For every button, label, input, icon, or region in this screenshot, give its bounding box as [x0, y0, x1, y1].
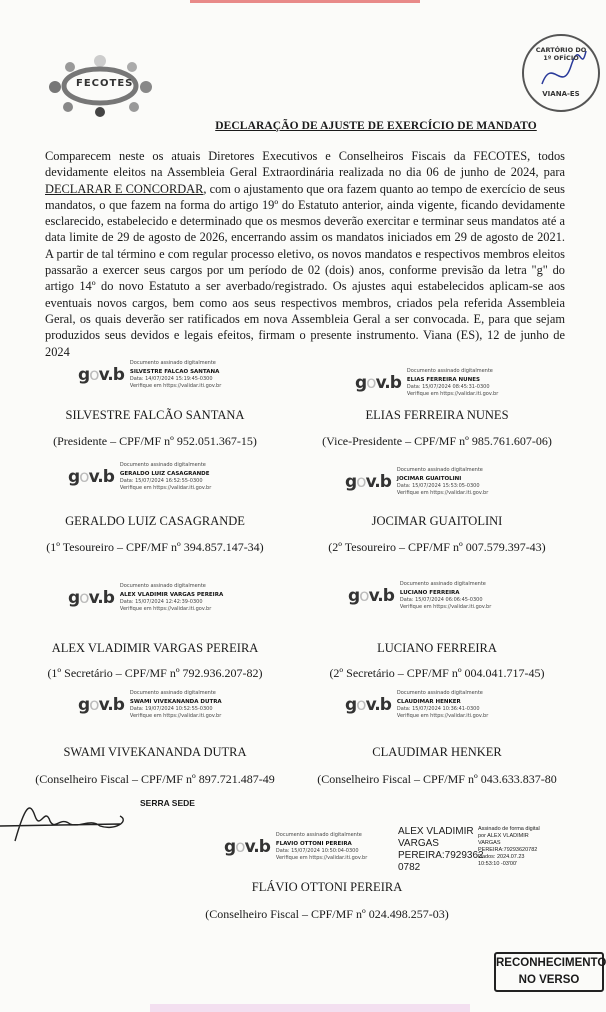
- govbr-header: Documento assinado digitalmente: [119, 583, 206, 589]
- govbr-signer: CLAUDIMAR HENKER: [396, 699, 461, 705]
- govbr-logo: [348, 586, 394, 606]
- govbr-logo-vb: v.b: [365, 695, 391, 715]
- signer-role: (1º Tesoureiro – CPF/MF nº 394.857.147-34): [46, 540, 264, 554]
- govbr-signature-block: [68, 462, 211, 492]
- govbr-header: Documento assinado digitalmente: [396, 467, 483, 473]
- govbr-header: Documento assinado digitalmente: [406, 368, 493, 374]
- sig-detail: Dados: 2024.07.23: [478, 854, 525, 860]
- govbr-logo-g: g: [68, 588, 80, 608]
- signer-role: (Conselheiro Fiscal – CPF/MF nº 897.721.487-49: [35, 772, 275, 786]
- serra-sede-stamp: SERRA SEDE: [140, 798, 195, 808]
- govbr-header: Documento assinado digitalmente: [129, 690, 216, 696]
- govbr-signer: LUCIANO FERREIRA: [399, 590, 460, 596]
- govbr-info: [400, 581, 491, 611]
- alex-digital-signature: [398, 826, 548, 874]
- govbr-verify-link: Verifique em https://validar.iti.gov.br: [396, 490, 489, 496]
- signer-name: SILVESTRE FALCÃO SANTANA: [65, 408, 245, 422]
- govbr-date: Data: 15/07/2024 10:36:41-0300: [396, 706, 480, 712]
- govbr-signature-block: [78, 690, 222, 720]
- recognition-line2: NO VERSO: [518, 974, 580, 986]
- govbr-logo: [68, 588, 114, 608]
- document-title: DECLARAÇÃO DE AJUSTE DE EXERCÍCIO DE MANDATO: [215, 120, 537, 132]
- handwritten-signature: [0, 796, 140, 846]
- govbr-signature-block: [345, 467, 488, 497]
- govbr-verify-link: Verifique em https://validar.iti.gov.br: [396, 713, 489, 719]
- govbr-info: [120, 462, 211, 492]
- govbr-header: Documento assinado digitalmente: [275, 832, 362, 838]
- govbr-date: Data: 15/07/2024 08:45:31-0300: [406, 384, 490, 390]
- govbr-verify-link: Verifique em https://validar.iti.gov.br: [399, 604, 492, 610]
- govbr-logo-o: o: [359, 586, 369, 606]
- govbr-header: Documento assinado digitalmente: [396, 690, 483, 696]
- signer-role: (2º Tesoureiro – CPF/MF nº 007.579.397-43): [328, 540, 546, 554]
- signer-role: (Conselheiro Fiscal – CPF/MF nº 043.633.837-80: [317, 772, 557, 786]
- sig-line: ALEX VLADIMIR: [398, 826, 474, 837]
- govbr-verify-link: Verifique em https://validar.iti.gov.br: [406, 391, 499, 397]
- govbr-logo-vb: v.b: [368, 586, 394, 606]
- govbr-logo-g: g: [78, 365, 90, 385]
- govbr-verify-link: Verifique em https://validar.iti.gov.br: [119, 485, 212, 491]
- govbr-date: Data: 15/07/2024 16:52:55-0300: [119, 478, 203, 484]
- govbr-verify-link: Verifique em https://validar.iti.gov.br: [275, 855, 368, 861]
- govbr-verify-link: Verifique em https://validar.iti.gov.br: [129, 383, 222, 389]
- govbr-logo-vb: v.b: [88, 588, 114, 608]
- sig-line: 0782: [398, 862, 421, 873]
- govbr-logo-g: g: [224, 837, 236, 857]
- govbr-signer: FLAVIO OTTONI PEREIRA: [275, 841, 352, 847]
- signer-name: FLÁVIO OTTONI PEREIRA: [251, 880, 403, 894]
- govbr-signer: ELIAS FERREIRA NUNES: [406, 377, 480, 383]
- govbr-logo: [78, 695, 124, 715]
- govbr-signature-block: [355, 368, 498, 398]
- govbr-logo-o: o: [366, 373, 376, 393]
- body-emphasis: DECLARAR E CONCORDAR: [45, 181, 204, 196]
- sig-detail: 10:53:10 -03'00': [478, 861, 518, 867]
- recognition-line1: RECONHECIMENTO: [496, 957, 606, 969]
- sig-line: VARGAS: [398, 838, 439, 849]
- govbr-logo: [68, 467, 114, 487]
- govbr-signature-block: [224, 832, 367, 862]
- signer-role: (Conselheiro Fiscal – CPF/MF nº 024.498.257-03): [205, 907, 449, 921]
- govbr-logo: [355, 373, 401, 393]
- govbr-info: [120, 583, 223, 613]
- signer-role: (Vice-Presidente – CPF/MF nº 985.761.607-06): [322, 434, 552, 448]
- govbr-signer: SWAMI VIVEKANANDA DUTRA: [129, 699, 222, 705]
- govbr-logo-g: g: [68, 467, 80, 487]
- govbr-info: [276, 832, 367, 862]
- sig-line: PEREIRA:7929362: [398, 850, 484, 861]
- govbr-logo: [345, 472, 391, 492]
- signer-name: CLAUDIMAR HENKER: [372, 745, 502, 759]
- govbr-header: Documento assinado digitalmente: [399, 581, 486, 587]
- govbr-logo-o: o: [89, 695, 99, 715]
- govbr-logo-o: o: [79, 588, 89, 608]
- signer-name: ALEX VLADIMIR VARGAS PEREIRA: [51, 641, 259, 655]
- govbr-info: [130, 690, 222, 720]
- govbr-signature-block: [78, 360, 221, 390]
- govbr-logo-g: g: [355, 373, 367, 393]
- govbr-logo-vb: v.b: [244, 837, 270, 857]
- govbr-logo-g: g: [348, 586, 360, 606]
- govbr-logo-o: o: [235, 837, 245, 857]
- govbr-header: Documento assinado digitalmente: [129, 360, 216, 366]
- sig-detail: PEREIRA:79293620782: [478, 847, 538, 853]
- govbr-info: [397, 467, 488, 497]
- govbr-logo: [224, 837, 270, 857]
- signer-name: SWAMI VIVEKANANDA DUTRA: [63, 745, 247, 759]
- govbr-date: Data: 19/07/2024 10:52:55-0300: [129, 706, 213, 712]
- govbr-logo-g: g: [345, 472, 357, 492]
- govbr-signer: JOCIMAR GUAITOLINI: [396, 476, 462, 482]
- declaration-body: [45, 148, 565, 360]
- govbr-signer: ALEX VLADIMIR VARGAS PEREIRA: [119, 592, 224, 598]
- govbr-verify-link: Verifique em https://validar.iti.gov.br: [129, 713, 222, 719]
- govbr-logo-o: o: [89, 365, 99, 385]
- signer-name: LUCIANO FERREIRA: [377, 641, 497, 655]
- govbr-logo-o: o: [356, 472, 366, 492]
- digital-signature-details: [478, 826, 548, 874]
- govbr-date: Data: 15/07/2024 06:06:45-0300: [399, 597, 483, 603]
- stamp-bottom-text: VIANA-ES: [542, 90, 580, 98]
- sig-detail: por ALEX VLADIMIR: [478, 833, 529, 839]
- govbr-logo: [345, 695, 391, 715]
- govbr-logo-vb: v.b: [98, 365, 124, 385]
- govbr-signer: GERALDO LUIZ CASAGRANDE: [119, 471, 210, 477]
- govbr-signature-block: [345, 690, 488, 720]
- top-edge-mark: [190, 0, 420, 3]
- govbr-date: Data: 14/07/2024 15:19:45-0300: [129, 376, 213, 382]
- signer-name: JOCIMAR GUAITOLINI: [371, 514, 503, 528]
- logo-text: FECOTES: [76, 78, 134, 89]
- govbr-logo-vb: v.b: [98, 695, 124, 715]
- govbr-header: Documento assinado digitalmente: [119, 462, 206, 468]
- govbr-info: [407, 368, 498, 398]
- body-intro: Comparecem neste os atuais Diretores Executivos e Conselheiros Fiscais da FECOTES, todos devidamente eleitos na Assembleia Geral Extraordinária realizada no dia 06 de junho de 2024, para: [45, 149, 565, 180]
- govbr-verify-link: Verifique em https://validar.iti.gov.br: [119, 606, 212, 612]
- digital-signature-name: [398, 826, 484, 874]
- govbr-logo-g: g: [78, 695, 90, 715]
- fecotes-logo: [48, 55, 153, 117]
- govbr-logo-vb: v.b: [365, 472, 391, 492]
- govbr-date: Data: 15/07/2024 15:53:05-0300: [396, 483, 480, 489]
- govbr-info: [397, 690, 488, 720]
- govbr-logo-vb: v.b: [88, 467, 114, 487]
- sig-detail: Assinado de forma digital: [478, 826, 540, 832]
- govbr-logo-o: o: [356, 695, 366, 715]
- recognition-stamp: [494, 952, 604, 992]
- govbr-date: Data: 15/07/2024 10:50:04-0300: [275, 848, 359, 854]
- bottom-edge-mark: [150, 1004, 470, 1012]
- stamp-top-text: CARTÓRIO DO 1º OFÍCIO: [535, 46, 587, 62]
- notary-stamp: [522, 34, 600, 112]
- govbr-info: [130, 360, 221, 390]
- govbr-logo-o: o: [79, 467, 89, 487]
- govbr-logo-vb: v.b: [375, 373, 401, 393]
- signer-role: (1º Secretário – CPF/MF nº 792.936.207-82): [47, 666, 263, 680]
- signer-name: ELIAS FERREIRA NUNES: [365, 408, 509, 422]
- govbr-logo: [78, 365, 124, 385]
- govbr-logo-g: g: [345, 695, 357, 715]
- govbr-date: Data: 15/07/2024 12:42:39-0300: [119, 599, 203, 605]
- govbr-signature-block: [348, 581, 491, 611]
- signer-name: GERALDO LUIZ CASAGRANDE: [65, 514, 245, 528]
- govbr-signer: SILVESTRE FALCAO SANTANA: [129, 369, 220, 375]
- signer-role: (Presidente – CPF/MF nº 952.051.367-15): [53, 434, 257, 448]
- signer-role: (2º Secretário – CPF/MF nº 004.041.717-45): [329, 666, 545, 680]
- sig-detail: VARGAS: [478, 840, 501, 846]
- govbr-signature-block: [68, 583, 223, 613]
- body-rest: , com o ajustamento que ora fazem quanto ao tempo de exercício de seus mandatos, o que fazem na forma do artigo 19º do Estatuto anterior, ainda vigente, ficando devidamente esclarecido, estabelecido e determinado que os mesmos deverão exercitar e terminar seus mandatos até a data limite de 29 de agosto de 2026, encerrando assim os mandatos iniciados em 29 de agosto de 2021. A partir de tal término e com regular processo eletivo, os novos mandatos e respectivos membros eleitos passarão a exercer seus cargos por um período de 02 (dois) anos, conforme previsão da letra "g" do artigo 14º do novo Estatuto a ser averbado/registrado. Os ajustes aqui estabelecidos aplicam-se aos eventuais novos cargos, bem como aos seus respectivos membros, criados pela referida Assembleia Geral, os quais deverão ser ratificados em nova Assembleia Geral a ser convocada. E, para que sejam produzidos seus devidos e legais efeitos, firmam o presente instrumento. Viana (ES), 12 de junho de 2024: [45, 181, 565, 359]
